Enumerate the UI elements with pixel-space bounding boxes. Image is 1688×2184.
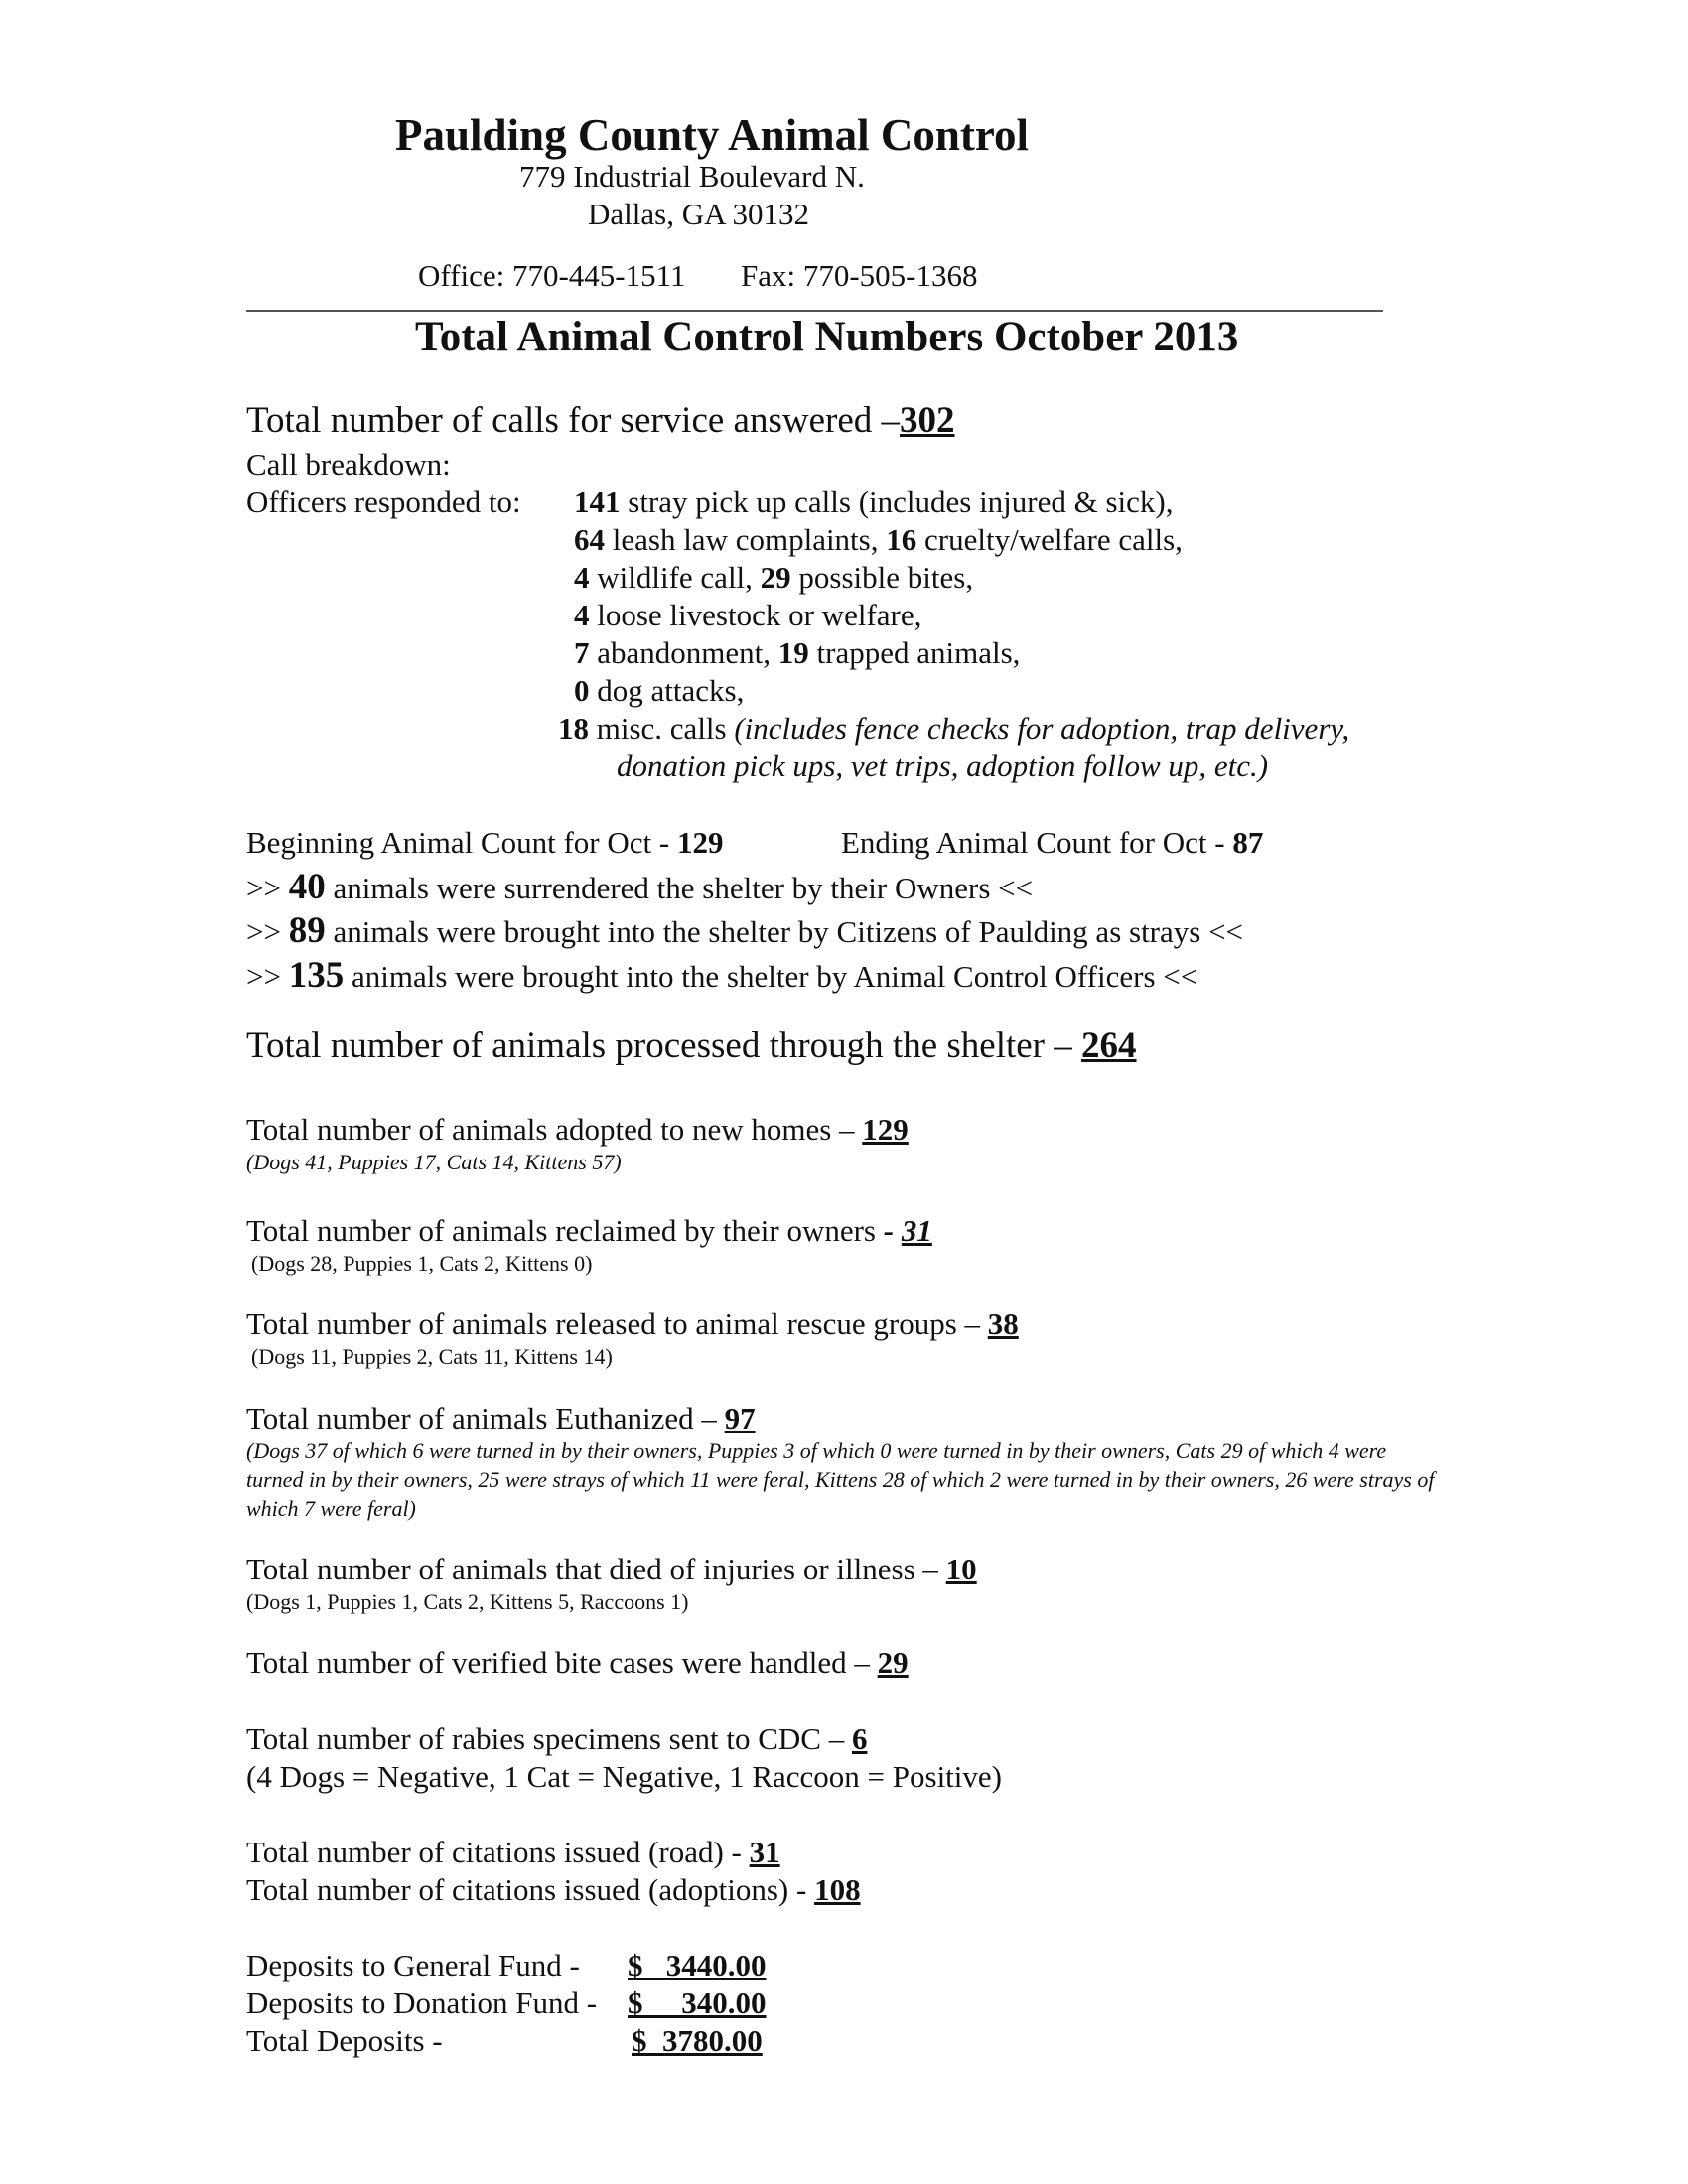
arrow-prefix: >> xyxy=(246,914,289,949)
arrow-prefix: >> xyxy=(246,959,289,994)
call-line xyxy=(574,635,1020,671)
call-count: 0 xyxy=(574,673,590,708)
calls-total xyxy=(246,399,955,442)
died-detail: (Dogs 1, Puppies 1, Cats 2, Kittens 5, Raccoons 1) xyxy=(246,1589,689,1614)
call-text: loose livestock or welfare, xyxy=(589,598,922,632)
citizens-text: animals were brought into the shelter by Citizens of Paulding as strays << xyxy=(325,914,1244,949)
died-total xyxy=(246,1552,977,1587)
processed-value: 264 xyxy=(1081,1025,1137,1066)
citations-road xyxy=(246,1835,780,1870)
processed-label: Total number of animals processed through the shelter – xyxy=(246,1025,1081,1066)
call-text: possible bites, xyxy=(790,560,974,595)
bites-label: Total number of verified bite cases were handled – xyxy=(246,1645,878,1680)
call-text: abandonment, xyxy=(589,635,778,670)
adopted-total xyxy=(246,1112,909,1148)
org-name: Paulding County Animal Control xyxy=(395,110,1030,160)
beginning-count xyxy=(246,825,723,861)
call-count: 19 xyxy=(777,635,809,670)
address-line-2: Dallas, GA 30132 xyxy=(588,197,810,231)
rescue-detail: (Dogs 11, Puppies 2, Cats 11, Kittens 14) xyxy=(251,1344,613,1369)
arrow-prefix: >> xyxy=(246,871,289,905)
fax-number: Fax: 770-505-1368 xyxy=(741,258,978,293)
call-breakdown-label: Call breakdown: xyxy=(246,447,451,481)
call-count: 7 xyxy=(574,635,590,670)
call-text: trapped animals, xyxy=(808,635,1021,670)
page-title: Total Animal Control Numbers October 2013 xyxy=(415,314,1239,360)
misc-calls-line-2: donation pick ups, vet trips, adoption follow up, etc.) xyxy=(617,749,1269,783)
reclaimed-detail: (Dogs 28, Puppies 1, Cats 2, Kittens 0) xyxy=(251,1251,593,1276)
adopted-detail: (Dogs 41, Puppies 17, Cats 14, Kittens 57) xyxy=(246,1150,622,1174)
call-line xyxy=(574,673,744,709)
total-deposits-value: $ 3780.00 xyxy=(632,2023,763,2058)
euthanized-total xyxy=(246,1401,756,1436)
call-line xyxy=(574,598,921,633)
reclaimed-label: Total number of animals reclaimed by their owners xyxy=(246,1213,884,1248)
total-deposits-label: Total Deposits - xyxy=(246,2023,443,2058)
citations-adoptions-label: Total number of citations issued (adoptions) - xyxy=(246,1872,815,1907)
surrendered-count: 40 xyxy=(288,867,326,907)
call-count: 141 xyxy=(574,484,621,519)
ending-count-value: 87 xyxy=(1232,825,1264,860)
address-line-1: 779 Industrial Boulevard N. xyxy=(519,159,865,194)
rabies-value: 6 xyxy=(851,1721,868,1756)
call-text: dog attacks, xyxy=(589,673,745,708)
officers-count: 135 xyxy=(288,955,345,996)
rescue-total xyxy=(246,1306,1019,1342)
citations-road-value: 31 xyxy=(749,1835,780,1869)
general-fund-label: Deposits to General Fund - xyxy=(246,1948,580,1982)
ending-count xyxy=(841,825,1263,861)
call-text: wildlife call, xyxy=(589,560,761,595)
officers-responded-label: Officers responded to: xyxy=(246,484,521,519)
officers-line xyxy=(246,954,1197,997)
call-count: 64 xyxy=(574,522,605,557)
call-count: 16 xyxy=(886,522,917,557)
rescue-label: Total number of animals released to animal rescue groups – xyxy=(246,1306,988,1341)
call-text: cruelty/welfare calls, xyxy=(916,522,1183,557)
call-line xyxy=(574,560,973,596)
donation-fund-label: Deposits to Donation Fund - xyxy=(246,1985,598,2020)
misc-count: 18 xyxy=(558,711,589,746)
died-value: 10 xyxy=(945,1552,977,1586)
reclaimed-value: 31 xyxy=(901,1213,932,1248)
call-line xyxy=(574,522,1183,558)
citizens-count: 89 xyxy=(288,910,326,951)
beginning-count-label: Beginning Animal Count for Oct - xyxy=(246,825,677,860)
misc-italic: (includes fence checks for adoption, trap delivery, xyxy=(734,711,1350,746)
surrendered-text: animals were surrendered the shelter by their Owners << xyxy=(325,871,1034,905)
rabies-total xyxy=(246,1721,867,1757)
calls-total-value: 302 xyxy=(900,400,955,441)
calls-total-label: Total number of calls for service answered – xyxy=(246,400,901,441)
call-line xyxy=(574,484,1174,520)
euthanized-value: 97 xyxy=(724,1401,756,1435)
euthanized-detail: (Dogs 37 of which 6 were turned in by their owners, Puppies 3 of which 0 were turned in by their owners, Cats 29 of which 4 were turned in by their owners, 25 were strays of which 11 were feral, Kittens 28 of which 2 were turned in by their owners, 26 were strays of which 7 were feral) xyxy=(246,1438,1435,1521)
citations-adoptions xyxy=(246,1872,861,1908)
rescue-value: 38 xyxy=(987,1306,1019,1341)
header-divider xyxy=(246,310,1383,312)
adopted-value: 129 xyxy=(862,1112,909,1147)
call-count: 4 xyxy=(574,560,590,595)
bites-total xyxy=(246,1645,909,1681)
donation-fund-value: $ 340.00 xyxy=(628,1985,767,2020)
beginning-count-value: 129 xyxy=(676,825,724,860)
call-text: stray pick up calls (includes injured & sick), xyxy=(620,484,1174,519)
call-count: 4 xyxy=(574,598,590,632)
citizens-strays-line xyxy=(246,909,1243,952)
general-fund-value: $ 3440.00 xyxy=(628,1948,767,1982)
call-count: 29 xyxy=(760,560,791,595)
rabies-detail: (4 Dogs = Negative, 1 Cat = Negative, 1 Raccoon = Positive) xyxy=(246,1759,1002,1794)
misc-text: misc. calls xyxy=(589,711,735,746)
officers-text: animals were brought into the shelter by Animal Control Officers << xyxy=(344,959,1198,994)
adopted-label: Total number of animals adopted to new homes – xyxy=(246,1112,863,1147)
citations-road-label: Total number of citations issued (road) - xyxy=(246,1835,750,1869)
office-phone: Office: 770-445-1511 xyxy=(418,258,686,293)
rabies-label: Total number of rabies specimens sent to CDC – xyxy=(246,1721,852,1756)
processed-total xyxy=(246,1024,1137,1067)
bites-value: 29 xyxy=(877,1645,909,1680)
surrendered-line xyxy=(246,866,1033,908)
call-text: leash law complaints, xyxy=(605,522,887,557)
misc-calls-line xyxy=(558,711,1349,747)
euthanized-label: Total number of animals Euthanized – xyxy=(246,1401,725,1435)
citations-adoptions-value: 108 xyxy=(814,1872,861,1907)
ending-count-label: Ending Animal Count for Oct - xyxy=(841,825,1233,860)
reclaimed-dash: - xyxy=(883,1213,902,1248)
died-label: Total number of animals that died of injuries or illness – xyxy=(246,1552,946,1586)
reclaimed-total xyxy=(246,1213,932,1249)
